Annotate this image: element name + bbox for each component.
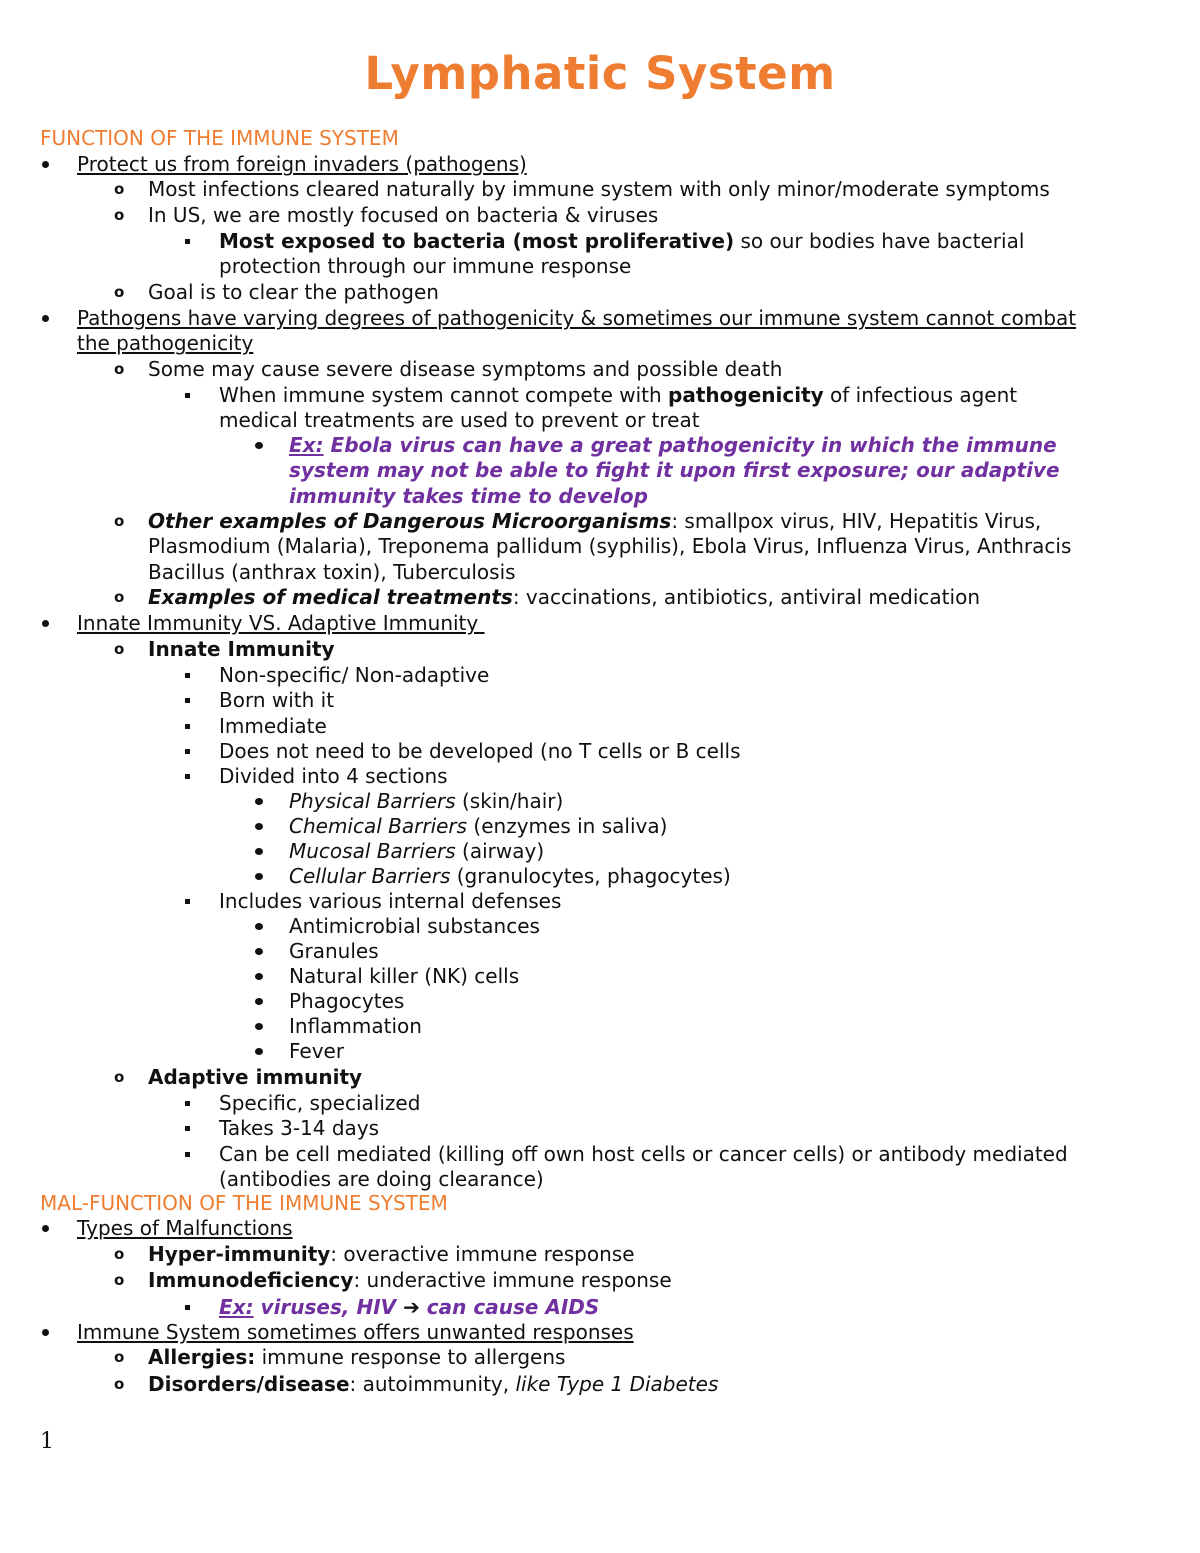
bullet-icon	[255, 823, 263, 830]
section-heading-function: FUNCTION OF THE IMMUNE SYSTEM	[40, 126, 399, 150]
bullet-text: immune response to allergens	[255, 1345, 566, 1369]
arrow-right-icon: ➔	[403, 1295, 420, 1319]
bullet-text: : vaccinations, antibiotics, antiviral medication	[512, 585, 980, 609]
bullet-text: Pathogens have varying degrees of pathogenicity & sometimes our immune system cannot combat	[77, 306, 1077, 330]
bullet-icon	[42, 1225, 49, 1232]
bullet-icon	[255, 973, 263, 980]
bullet-icon	[255, 798, 263, 805]
circle-bullet-icon: o	[114, 1271, 125, 1289]
subheading-innate: Innate Immunity	[148, 637, 335, 661]
circle-bullet-icon: o	[114, 360, 125, 378]
barrier-name: Mucosal Barriers	[289, 839, 456, 863]
circle-bullet-icon: o	[114, 640, 125, 658]
bullet-icon	[255, 873, 263, 880]
square-bullet-icon	[185, 698, 190, 703]
bullet-text: Natural killer (NK) cells	[289, 964, 520, 988]
bold-text: Allergies:	[148, 1345, 256, 1369]
bullet-text: Born with it	[219, 688, 335, 712]
bullet-text: Does not need to be developed (no T cells or B cells	[219, 739, 741, 763]
bold-italic-text: Other examples of Dangerous Microorganisms	[148, 509, 672, 533]
bullet-icon	[255, 998, 263, 1005]
bullet-text: Specific, specialized	[219, 1091, 421, 1115]
example-text: can cause AIDS	[419, 1295, 600, 1319]
bold-text: pathogenicity	[668, 383, 824, 407]
barrier-detail: (skin/hair)	[455, 789, 564, 813]
square-bullet-icon	[185, 239, 190, 244]
example-text: Ebola virus can have a great pathogenicity in which the immune	[323, 433, 1057, 457]
bullet-text: Antimicrobial substances	[289, 914, 540, 938]
circle-bullet-icon: o	[114, 1375, 125, 1393]
barrier-detail: (enzymes in saliva)	[467, 814, 668, 838]
italic-text: like Type 1 Diabetes	[515, 1372, 719, 1396]
circle-bullet-icon: o	[114, 283, 125, 301]
circle-bullet-icon: o	[114, 588, 125, 606]
bullet-text: Inflammation	[289, 1014, 422, 1038]
bullet-icon	[42, 1329, 49, 1336]
square-bullet-icon	[185, 1152, 190, 1157]
bullet-text-line2: medical treatments are used to prevent or treat	[219, 408, 700, 433]
bullet-text-line2: protection through our immune response	[219, 254, 632, 279]
example-text-line2: system may not be able to fight it upon first exposure; our adaptive	[289, 458, 1060, 483]
bullet-text: of infectious agent	[823, 383, 1018, 407]
bullet-text: Phagocytes	[289, 989, 405, 1013]
bullet-icon	[255, 923, 263, 930]
bullet-icon	[42, 161, 49, 168]
example-text: viruses, HIV	[253, 1295, 404, 1319]
bullet-icon	[255, 442, 263, 449]
circle-bullet-icon: o	[114, 206, 125, 224]
bullet-text: Granules	[289, 939, 379, 963]
bullet-text: Fever	[289, 1039, 345, 1063]
square-bullet-icon	[185, 1126, 190, 1131]
example-text-line3: immunity takes time to develop	[289, 483, 648, 508]
section-heading-malfunction: MAL-FUNCTION OF THE IMMUNE SYSTEM	[40, 1191, 448, 1215]
bullet-text: Non-specific/ Non-adaptive	[219, 663, 490, 687]
bullet-icon	[255, 1048, 263, 1055]
bullet-icon	[255, 948, 263, 955]
bullet-icon	[255, 848, 263, 855]
square-bullet-icon	[185, 1101, 190, 1106]
bullet-text: : autoimmunity,	[349, 1372, 516, 1396]
bold-text: Most exposed to bacteria (most proliferative)	[219, 229, 735, 253]
bold-italic-text: Examples of medical treatments	[148, 585, 513, 609]
bullet-text: : overactive immune response	[330, 1242, 635, 1266]
bold-text: Immunodeficiency	[148, 1268, 354, 1292]
bullet-text: Divided into 4 sections	[219, 764, 448, 788]
bullet-text-line2: the pathogenicity	[77, 331, 254, 356]
square-bullet-icon	[185, 724, 190, 729]
square-bullet-icon	[185, 749, 190, 754]
barrier-name: Cellular Barriers	[289, 864, 451, 888]
square-bullet-icon	[185, 393, 190, 398]
barrier-detail: (airway)	[455, 839, 545, 863]
bold-text: Disorders/disease	[148, 1372, 350, 1396]
bullet-text-line3: Bacillus (anthrax toxin), Tuberculosis	[148, 559, 516, 584]
bullet-text: When immune system cannot compete with	[219, 383, 669, 407]
circle-bullet-icon: o	[114, 180, 125, 198]
barrier-detail: (granulocytes, phagocytes)	[450, 864, 731, 888]
bullet-text-line2: (antibodies are doing clearance)	[219, 1167, 544, 1192]
bullet-text: : underactive immune response	[353, 1268, 672, 1292]
bullet-text: Immune System sometimes offers unwanted responses	[77, 1320, 634, 1344]
square-bullet-icon	[185, 774, 190, 779]
square-bullet-icon	[185, 673, 190, 678]
square-bullet-icon	[185, 899, 190, 904]
bullet-text: In US, we are mostly focused on bacteria & viruses	[148, 203, 659, 227]
bullet-text: Types of Malfunctions	[77, 1216, 293, 1240]
bullet-icon	[42, 620, 49, 627]
bullet-text: Protect us from foreign invaders (pathogens)	[77, 152, 527, 176]
bullet-icon	[42, 315, 49, 322]
subheading-adaptive: Adaptive immunity	[148, 1065, 363, 1089]
example-label: Ex:	[289, 433, 324, 457]
bullet-text: so our bodies have bacterial	[734, 229, 1025, 253]
bullet-text: Immediate	[219, 714, 327, 738]
bullet-text: Most infections cleared naturally by immune system with only minor/moderate symptoms	[148, 177, 1050, 201]
barrier-name: Physical Barriers	[289, 789, 456, 813]
bullet-text: Includes various internal defenses	[219, 889, 562, 913]
bullet-text: Can be cell mediated (killing off own host cells or cancer cells) or antibody mediated	[219, 1142, 1068, 1166]
bullet-text: Takes 3-14 days	[219, 1116, 380, 1140]
page-number: 1	[40, 1429, 54, 1454]
bullet-text: Some may cause severe disease symptoms and possible death	[148, 357, 783, 381]
circle-bullet-icon: o	[114, 1348, 125, 1366]
bullet-text-line2: Plasmodium (Malaria), Treponema pallidum (syphilis), Ebola Virus, Influenza Virus, Anthracis	[148, 534, 1072, 559]
circle-bullet-icon: o	[114, 1068, 125, 1086]
example-label: Ex:	[219, 1295, 254, 1319]
document-title: Lymphatic System	[364, 47, 836, 100]
bullet-icon	[255, 1023, 263, 1030]
bullet-text: Innate Immunity VS. Adaptive Immunity	[77, 611, 485, 635]
circle-bullet-icon: o	[114, 512, 125, 530]
circle-bullet-icon: o	[114, 1245, 125, 1263]
bold-text: Hyper-immunity	[148, 1242, 331, 1266]
barrier-name: Chemical Barriers	[289, 814, 468, 838]
bullet-text: Goal is to clear the pathogen	[148, 280, 439, 304]
square-bullet-icon	[185, 1305, 190, 1310]
bullet-text: : smallpox virus, HIV, Hepatitis Virus,	[671, 509, 1042, 533]
